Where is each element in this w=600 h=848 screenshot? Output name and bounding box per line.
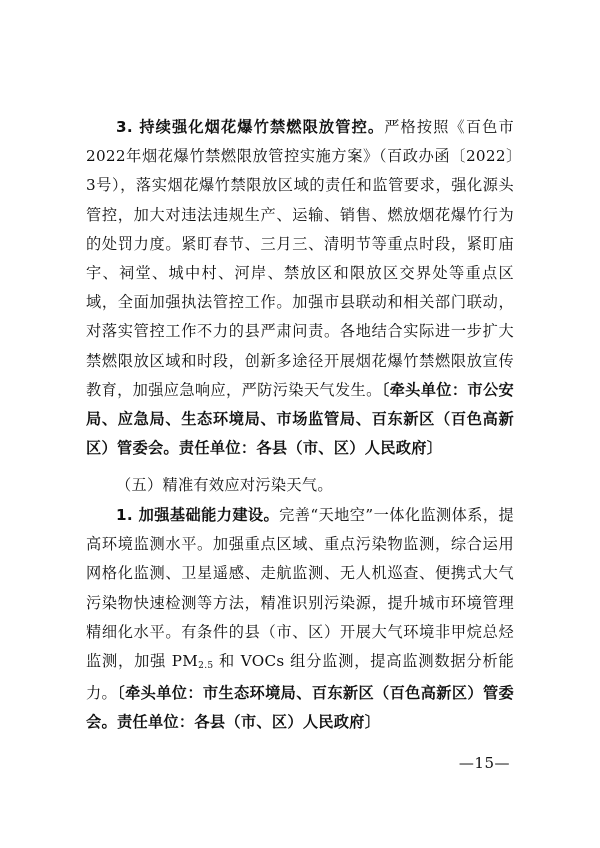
section-5-title: （五）精准有效应对污染天气。 <box>116 476 333 494</box>
item-1-responsibility: 〔牵头单位：市生态环境局、百东新区（百色高新区）管委会。责任单位：各县（市、区）人民政府〕 <box>86 684 514 732</box>
pm-subscript: 2.5 <box>198 661 214 672</box>
item-1-body-part2: 和 VOCs 组分监测，提高监测数据分析能力。 <box>86 652 514 703</box>
item-1-body-part1: 完善“天地空”一体化监测体系，提高环境监测水平。加强重点区域、重点污染物监测，综合运用网格化监测、卫星遥感、走航监测、无人机巡查、便携式大气污染物快速检测等方法，精准识别污染源，提升城市环境管理精细化水平。有条件的县（市、区）开展大气环境非甲烷总烃监测，加强 PM <box>86 506 514 671</box>
paragraph-section-3 <box>86 113 514 463</box>
section-3-body: 严格按照《百色市2022年烟花爆竹禁燃限放管控实施方案》（百政办函〔2022〕3号），落实烟花爆竹禁限放区域的责任和监管要求，强化源头管控，加大对违法违规生产、运输、销售、燃放烟花爆竹行为的处罚力度。紧盯春节、三月三、清明节等重点时段，紧盯庙宇、祠堂、城中村、河岸、禁放区和限放区交界处等重点区域，全面加强执法管控工作。加强市县联动和相关部门联动，对落实管控工作不力的县严肃问责。各地结合实际进一步扩大禁燃限放区域和时段，创新多途径开展烟花爆竹禁燃限放宣传教育，加强应急响应，严防污染天气发生。 <box>86 118 514 399</box>
section-3-responsibility: 〔牵头单位：市公安局、应急局、生态环境局、市场监管局、百东新区（百色高新区）管委会。责任单位：各县（市、区）人民政府〕 <box>86 380 515 458</box>
section-3-heading: 3. 持续强化烟花爆竹禁燃限放管控。 <box>116 118 385 136</box>
item-1-heading: 1. 加强基础能力建设。 <box>116 506 280 524</box>
page-number: —15— <box>458 754 510 772</box>
paragraph-item-1 <box>86 501 514 738</box>
